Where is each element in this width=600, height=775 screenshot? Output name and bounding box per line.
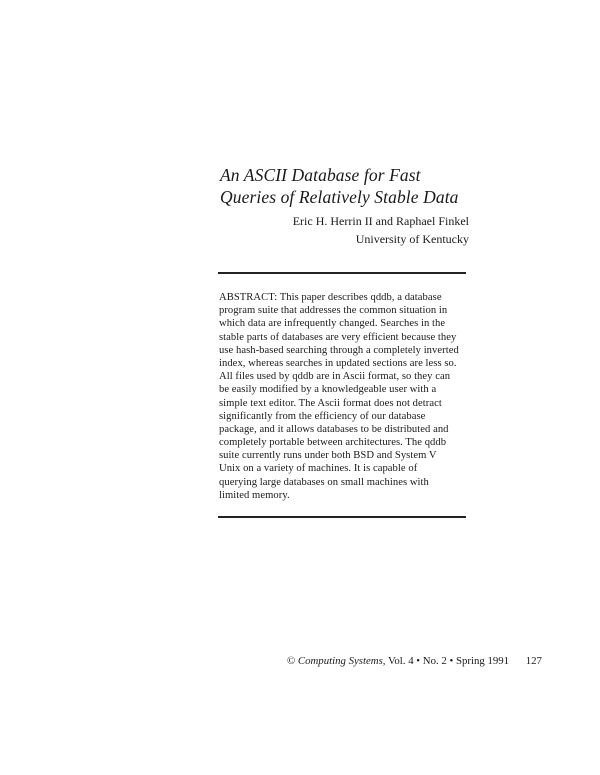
abstract-line: be easily modified by a knowledgeable user with a bbox=[219, 384, 437, 396]
abstract-line: limited memory. bbox=[219, 489, 290, 501]
abstract-line: Unix on a variety of machines. It is capable of bbox=[219, 463, 418, 475]
page-number: 127 bbox=[525, 655, 542, 667]
abstract-line: package, and it allows databases to be distributed and bbox=[219, 423, 449, 435]
abstract-line: completely portable between architectures. The qddb bbox=[219, 437, 447, 449]
copyright-symbol: © bbox=[287, 655, 296, 667]
abstract-line: All files used by qddb are in Ascii format, so they can bbox=[219, 371, 451, 383]
abstract-line: ABSTRACT: This paper describes qddb, a database bbox=[219, 292, 442, 303]
journal-name: Computing Systems, bbox=[297, 655, 386, 667]
abstract-line: suite currently runs under both BSD and System V bbox=[219, 450, 437, 462]
abstract-line: querying large databases on small machines with bbox=[219, 476, 429, 488]
bottom-rule bbox=[218, 516, 466, 518]
abstract bbox=[219, 291, 469, 502]
abstract-line: stable parts of databases are very efficient because they bbox=[219, 331, 457, 343]
title-line-1: An ASCII Database for Fast bbox=[220, 165, 421, 185]
author-names: Eric H. Herrin II and Raphael Finkel bbox=[292, 214, 469, 228]
issue-info: Vol. 4 • No. 2 • Spring 1991 bbox=[388, 655, 510, 667]
paper-title bbox=[220, 164, 520, 208]
page-footer bbox=[287, 655, 542, 667]
author-affiliation: University of Kentucky bbox=[355, 232, 469, 246]
abstract-line: significantly from the efficiency of our database bbox=[219, 410, 426, 422]
title-line-2: Queries of Relatively Stable Data bbox=[220, 187, 459, 207]
abstract-line: simple text editor. The Ascii format does not detract bbox=[219, 397, 442, 409]
author-block bbox=[293, 212, 469, 248]
abstract-line: program suite that addresses the common situation in bbox=[219, 305, 448, 317]
abstract-line: use hash-based searching through a completely inverted bbox=[219, 344, 459, 356]
top-rule bbox=[218, 272, 466, 274]
abstract-line: which data are infrequently changed. Searches in the bbox=[219, 318, 446, 330]
abstract-line: index, whereas searches in updated sections are less so. bbox=[219, 357, 457, 369]
